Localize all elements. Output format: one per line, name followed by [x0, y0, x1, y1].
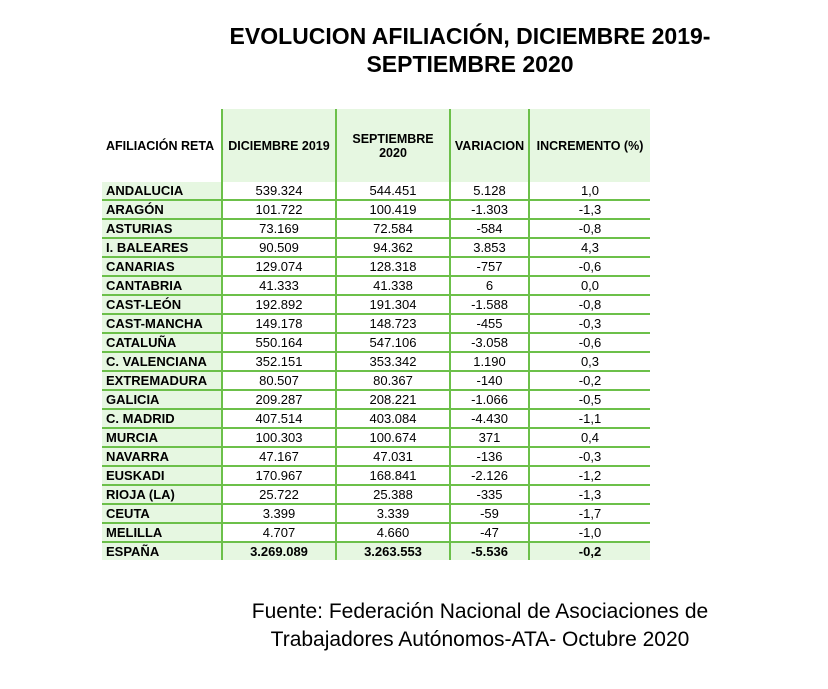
- cell-increment: -0,3: [529, 314, 650, 333]
- cell-sep-2020: 4.660: [336, 523, 450, 542]
- cell-dec-2019: 41.333: [222, 276, 336, 295]
- cell-region: C. VALENCIANA: [102, 352, 222, 371]
- cell-dec-2019: 73.169: [222, 219, 336, 238]
- cell-region: EUSKADI: [102, 466, 222, 485]
- cell-variation: -140: [450, 371, 529, 390]
- cell-region: GALICIA: [102, 390, 222, 409]
- cell-sep-2020: 100.674: [336, 428, 450, 447]
- cell-variation: -3.058: [450, 333, 529, 352]
- cell-sep-2020: 72.584: [336, 219, 450, 238]
- cell-increment: -1,0: [529, 523, 650, 542]
- table-row: [102, 371, 650, 390]
- cell-sep-2020: 47.031: [336, 447, 450, 466]
- cell-increment: -1,1: [529, 409, 650, 428]
- header-sep-2020: SEPTIEMBRE 2020: [336, 109, 450, 182]
- table-row: [102, 523, 650, 542]
- cell-variation: -757: [450, 257, 529, 276]
- cell-sep-2020: 148.723: [336, 314, 450, 333]
- table-row: [102, 257, 650, 276]
- cell-dec-2019: 90.509: [222, 238, 336, 257]
- cell-increment: -1,3: [529, 200, 650, 219]
- table-row: [102, 447, 650, 466]
- cell-region: RIOJA (LA): [102, 485, 222, 504]
- cell-region: CAST-MANCHA: [102, 314, 222, 333]
- title-line-1: EVOLUCION AFILIACIÓN, DICIEMBRE 2019-: [229, 23, 711, 49]
- cell-dec-2019: 47.167: [222, 447, 336, 466]
- cell-dec-2019: 80.507: [222, 371, 336, 390]
- cell-increment: 4,3: [529, 238, 650, 257]
- header-dec-2019: DICIEMBRE 2019: [222, 109, 336, 182]
- cell-increment: -0,2: [529, 371, 650, 390]
- affiliation-table: [102, 109, 650, 560]
- table-row: [102, 390, 650, 409]
- cell-variation: 3.853: [450, 238, 529, 257]
- cell-region: MELILLA: [102, 523, 222, 542]
- cell-increment: 1,0: [529, 182, 650, 200]
- table-header-row: [102, 109, 650, 182]
- cell-variation: -4.430: [450, 409, 529, 428]
- table-row: [102, 295, 650, 314]
- table-row: [102, 428, 650, 447]
- cell-variation: 1.190: [450, 352, 529, 371]
- cell-dec-2019: 352.151: [222, 352, 336, 371]
- cell-sep-2020: 168.841: [336, 466, 450, 485]
- cell-sep-2020: 100.419: [336, 200, 450, 219]
- cell-dec-2019: 129.074: [222, 257, 336, 276]
- table-row: [102, 485, 650, 504]
- cell-region: ANDALUCIA: [102, 182, 222, 200]
- cell-variation: -2.126: [450, 466, 529, 485]
- cell-increment: -0,3: [529, 447, 650, 466]
- cell-dec-2019: 3.399: [222, 504, 336, 523]
- header-variation: VARIACION: [450, 109, 529, 182]
- cell-region: CANTABRIA: [102, 276, 222, 295]
- total-region: ESPAÑA: [102, 542, 222, 560]
- source-line-2: Trabajadores Autónomos-ATA- Octubre 2020: [270, 628, 690, 651]
- cell-increment: -0,6: [529, 333, 650, 352]
- cell-sep-2020: 547.106: [336, 333, 450, 352]
- table-row: [102, 333, 650, 352]
- cell-sep-2020: 3.339: [336, 504, 450, 523]
- cell-dec-2019: 149.178: [222, 314, 336, 333]
- cell-variation: -584: [450, 219, 529, 238]
- table-row: [102, 276, 650, 295]
- cell-variation: 371: [450, 428, 529, 447]
- cell-region: ASTURIAS: [102, 219, 222, 238]
- table-row: [102, 504, 650, 523]
- cell-variation: -1.588: [450, 295, 529, 314]
- cell-region: CEUTA: [102, 504, 222, 523]
- cell-region: EXTREMADURA: [102, 371, 222, 390]
- cell-increment: 0,4: [529, 428, 650, 447]
- cell-sep-2020: 544.451: [336, 182, 450, 200]
- cell-increment: 0,0: [529, 276, 650, 295]
- cell-increment: 0,3: [529, 352, 650, 371]
- cell-increment: -0,5: [529, 390, 650, 409]
- cell-variation: -47: [450, 523, 529, 542]
- cell-dec-2019: 170.967: [222, 466, 336, 485]
- table-row: [102, 352, 650, 371]
- source-note: [200, 598, 760, 654]
- total-increment: -0,2: [529, 542, 650, 560]
- total-sep-2020: 3.263.553: [336, 542, 450, 560]
- cell-dec-2019: 100.303: [222, 428, 336, 447]
- cell-sep-2020: 208.221: [336, 390, 450, 409]
- table-total-row: [102, 542, 650, 560]
- cell-region: NAVARRA: [102, 447, 222, 466]
- cell-increment: -1,3: [529, 485, 650, 504]
- cell-sep-2020: 191.304: [336, 295, 450, 314]
- cell-dec-2019: 550.164: [222, 333, 336, 352]
- table-row: [102, 409, 650, 428]
- cell-dec-2019: 192.892: [222, 295, 336, 314]
- cell-variation: -1.066: [450, 390, 529, 409]
- page-title: [170, 22, 770, 78]
- table-row: [102, 314, 650, 333]
- cell-dec-2019: 4.707: [222, 523, 336, 542]
- cell-increment: -1,7: [529, 504, 650, 523]
- header-increment: INCREMENTO (%): [529, 109, 650, 182]
- cell-variation: 5.128: [450, 182, 529, 200]
- cell-increment: -0,6: [529, 257, 650, 276]
- cell-sep-2020: 353.342: [336, 352, 450, 371]
- cell-sep-2020: 41.338: [336, 276, 450, 295]
- cell-variation: -136: [450, 447, 529, 466]
- cell-sep-2020: 403.084: [336, 409, 450, 428]
- table-body: [102, 182, 650, 560]
- cell-increment: -1,2: [529, 466, 650, 485]
- cell-region: C. MADRID: [102, 409, 222, 428]
- cell-sep-2020: 94.362: [336, 238, 450, 257]
- cell-dec-2019: 209.287: [222, 390, 336, 409]
- header-region: AFILIACIÓN RETA: [102, 109, 222, 182]
- cell-increment: -0,8: [529, 219, 650, 238]
- cell-dec-2019: 539.324: [222, 182, 336, 200]
- cell-region: CANARIAS: [102, 257, 222, 276]
- cell-region: CAST-LEÓN: [102, 295, 222, 314]
- cell-dec-2019: 25.722: [222, 485, 336, 504]
- cell-sep-2020: 25.388: [336, 485, 450, 504]
- cell-region: I. BALEARES: [102, 238, 222, 257]
- cell-increment: -0,8: [529, 295, 650, 314]
- cell-variation: 6: [450, 276, 529, 295]
- cell-variation: -59: [450, 504, 529, 523]
- title-line-2: SEPTIEMBRE 2020: [366, 51, 574, 77]
- cell-dec-2019: 407.514: [222, 409, 336, 428]
- table-row: [102, 219, 650, 238]
- cell-region: CATALUÑA: [102, 333, 222, 352]
- cell-variation: -335: [450, 485, 529, 504]
- table-row: [102, 466, 650, 485]
- total-dec-2019: 3.269.089: [222, 542, 336, 560]
- cell-variation: -455: [450, 314, 529, 333]
- cell-dec-2019: 101.722: [222, 200, 336, 219]
- table-row: [102, 200, 650, 219]
- source-line-1: Fuente: Federación Nacional de Asociaciones de: [251, 600, 709, 623]
- table-row: [102, 238, 650, 257]
- table-row: [102, 182, 650, 200]
- cell-sep-2020: 80.367: [336, 371, 450, 390]
- total-variation: -5.536: [450, 542, 529, 560]
- cell-region: MURCIA: [102, 428, 222, 447]
- cell-sep-2020: 128.318: [336, 257, 450, 276]
- cell-variation: -1.303: [450, 200, 529, 219]
- cell-region: ARAGÓN: [102, 200, 222, 219]
